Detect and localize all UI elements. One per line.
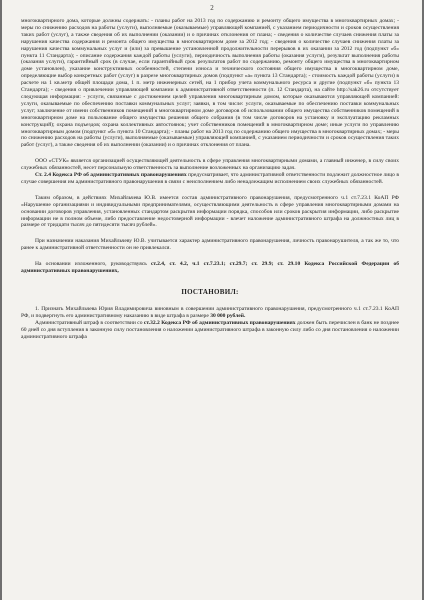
article-32-2-reference: ст.32.2 Кодекса РФ об административных правонарушениях (143, 319, 296, 326)
document-page (2, 0, 422, 600)
paragraph-conclusion: Таким образом, в действиях Михайльчева Ю.В. имеется состав административного правонарушения, предусмотренного ч.1 ст.7.23.1 КоАП РФ «Нарушение организациями и индивидуальными предпринимателями, осуществляющими деятельность в сфере управления многоквартирными домами на основании договоров управления, установленных стандартом раскрытия информации порядка, способов или сроков раскрытия информации, либо раскрытие информации не в полном объеме, либо предоставление недостоверной информации - влечет наложение административного штрафа на должностных лиц в размере от тридцати тысяч до пятидесяти тысяч рублей». (21, 194, 399, 229)
paragraph-resolution-item-1 (21, 306, 399, 320)
paragraph-requirements: многоквартирного дома, которые должны содержать: - планы работ на 2013 год по содержанию и ремонту общего имущества в многоквартирных домах; - меры по снижению расходов на работы (услуги), выполняемые (оказываемые) управляющей компанией, с указанием периодичности и сроков осуществления таких работ (услуг), а также сведения об их выполнении (оказании) и о причинах отклонения от плана; - сведения о количестве случаев снижения платы за нарушения качества содержания и ремонта общего имущества в многоквартирном доме за 2012 год; - сведения о количестве случаев снижения платы за нарушения качества коммунальных услуг и (или) за превышение установленной продолжительности перерывов в их оказании за 2012 год (подпункт «б» пункта 11 Стандарта); - описание содержания каждой работы (услуги), периодичность выполнения работы (оказания услуги), результат выполнения работы (оказания услуги), гарантийный срок (в случае, если гарантийный срок результатов работ по содержанию, ремонту общего имущества в многоквартирном доме установлен), указание конструктивных особенностей, степени износа и технического состояния общего имущества в многоквартирном доме, определяющие выбор конкретных работ (услуг) в разрезе многоквартирных домов (подпункт «а» пункта 13 Стандарта); - стоимость каждой работы (услуги) в расчете на 1 кв.метр общей площади дома, 1 п. метр инженерных сетей, на 1 прибор учета коммунального ресурса и другие (подпункт «б» пункта 13 Стандарта); - сведения о привлечении управляющей компании к административной ответственности (п. 12 Стандарта), на сайте http://sak26.ru отсутствует следующая информация: - услуги, связанные с достижением целей управления многоквартирным домом, которые оказываются управляющей компанией: услуги, оказываемые по обеспечению поставки коммунальных услуг; заявки, в том числе: услуги, оказываемые по обеспечению поставки коммунальных услуг; заключение от имени собственников помещений в многоквартирном доме договоров об использовании общего имущества собственников помещений в многоквартирном доме на пользование общего имущества решения общего собрания (в том числе договоров на установку и эксплуатацию рекламных конструкций); охрана подъездов; охрана коллективных автостоянок; учет собственников помещений в многоквартирном доме; иные услуги по управлению многоквартирным домом (подпункт «б» пункта 10 Стандарта); - планы работ на 2013 год по содержанию общего имущества в многоквартирных домах; - меры по снижению расходов на работы (услуги), выполняемые (оказываемые) управляющей компанией, с указанием периодичности и сроков осуществления таких работ (услуг), а также сведения об их выполнении (оказании) и о причинах отклонения от плана. (21, 18, 399, 149)
paragraph-penalty-considerations: При назначении наказания Михайльчеву Ю.В. учитывается характер административного правонарушения, личность правонарушителя, а так же то, что ранее к административной ответственности он не привлекался. (21, 238, 399, 252)
article-2-4-text: предусматривает, что административной ответственности подлежит должностное лицо в случае совершения им административного правонарушения в связи с неисполнением либо ненадлежащим исполнением своих служебных обязанностей. (21, 172, 399, 185)
legal-basis-lead: На основании изложенного, руководствуясь (35, 261, 151, 268)
resolution-heading: ПОСТАНОВИЛ: (181, 288, 239, 296)
document-body (21, 18, 399, 340)
paragraph-article-2-4 (21, 172, 399, 186)
fine-amount: 30 000 рублей. (210, 312, 246, 319)
paragraph-legal-basis (21, 261, 399, 275)
resolution-item-1-text: 1. Признать Михайльчева Юрия Владимировича виновным в совершении административного правонарушения, предусмотренного ч.1 ст.7.23.1 КоАП РФ, и подвергнуть его административному наказанию в виде штрафа в размере (21, 305, 399, 319)
legal-basis-articles: ст.2.4, ст. 4.2, ч.1 ст.7.23.1; ст.29.7; ст. 29.9; ст. 29.10 Кодекса Российской Федерации об административных правонарушениях, (21, 261, 399, 275)
article-2-4-reference: Ст. 2.4 Кодекса РФ об административных правонарушениях (35, 172, 187, 179)
fine-payment-rest: должен быть перечислен в банк не позднее 60 дней со дня вступления в законную силу постановления о наложении административного штрафа в законную силу либо со дня постановления о наложении административного штрафа (21, 319, 400, 340)
paragraph-organization: ООО «СТУК» является организацией осуществляющей деятельность в сфере управления многоквартирными домами, а главный инженер, в силу своих служебных обязанностей, несет персональную ответственность за выполнение возложенных на организацию задач. (21, 158, 399, 172)
fine-payment-lead: Административный штраф в соответствии со (35, 319, 144, 326)
page-number: 2 (210, 4, 214, 12)
paragraph-fine-payment (21, 320, 399, 341)
